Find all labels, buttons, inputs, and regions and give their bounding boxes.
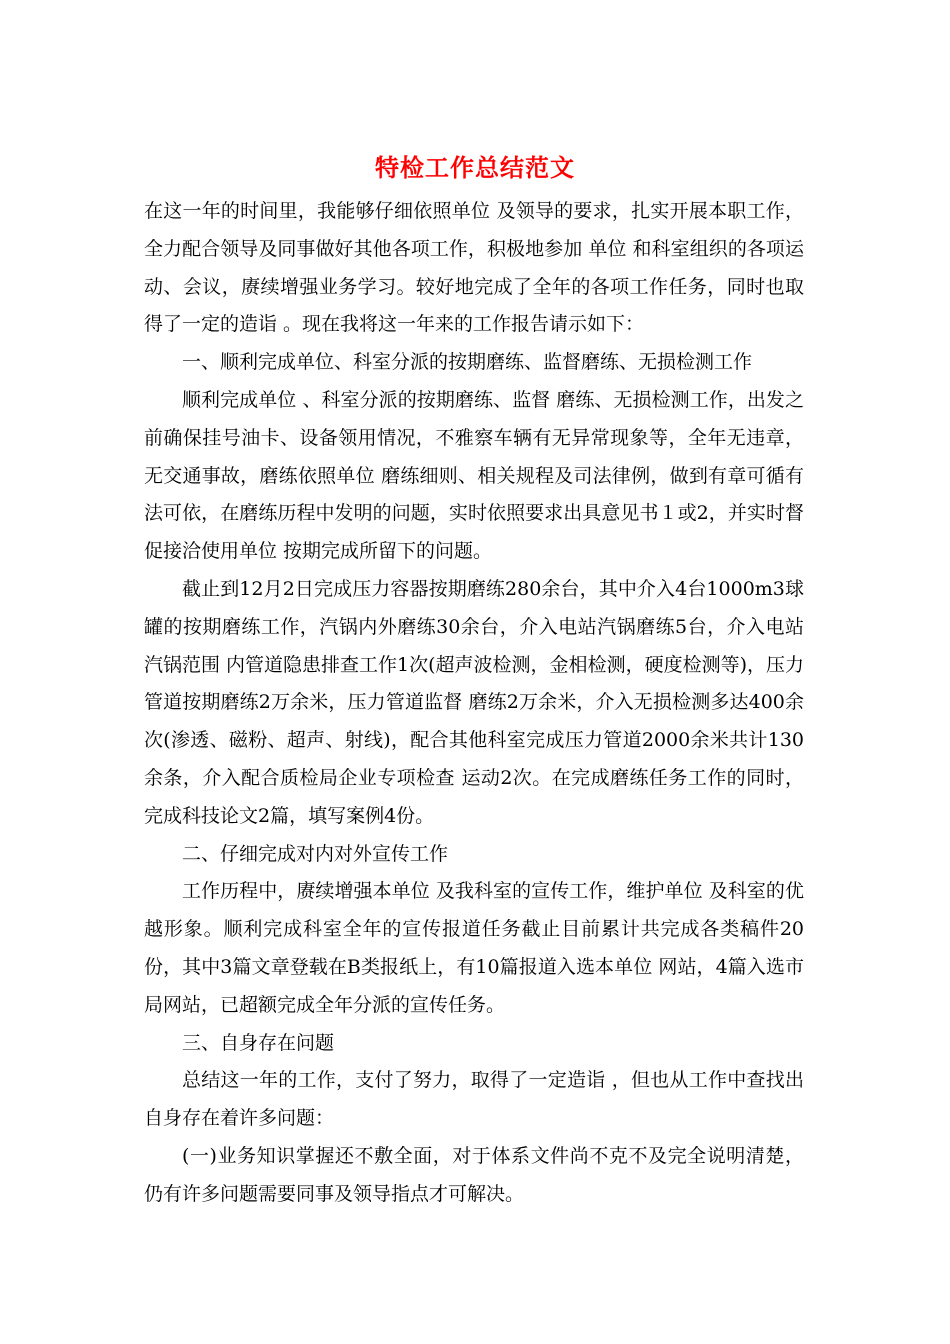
paragraph-summary: 总结这一年的工作，支付了努力，取得了一定造诣 ，但也从工作中查找出自身存在着许多问题： — [144, 1069, 804, 1130]
paragraph-inspection-work: 顺利完成单位 、科室分派的按期磨练、监督 磨练、无损检测工作，出发之前确保挂号油卡、设备领用情况，不雅察车辆有无异常现象等，全年无违章，无交通事故，磨练依照单位 磨练细则、相关规程及司法律例，做到有章可循有法可依，在磨练历程中发明的问题，实时依照要求出具意见书１或2，并实时督促接洽使用单位 按期完成所留下的问题。 — [144, 388, 804, 563]
section-heading-3: 三、自身存在问题 — [182, 1031, 335, 1054]
section-heading-1: 一、顺利完成单位、科室分派的按期磨练、监督磨练、无损检测工作 — [182, 351, 753, 374]
section-heading-2: 二、仔细完成对内对外宣传工作 — [182, 842, 449, 865]
paragraph-intro: 在这一年的时间里，我能够仔细依照单位 及领导的要求，扎实开展本职工作，全力配合领导及同事做好其他各项工作，积极地参加 单位 和科室组织的各项运动、会议，赓续增强业务学习。较好地完成了全年的各项工作任务，同时也取得了一定的造诣 。现在我将这一年来的工作报告请示如下： — [144, 200, 804, 336]
paragraph-problem-1: (一)业务知识掌握还不敷全面，对于体系文件尚不克不及完全说明清楚，仍有许多问题需要同事及领导指点才可解决。 — [144, 1144, 804, 1205]
document-body — [144, 193, 804, 1214]
paragraph-inspection-stats: 截止到12月2日完成压力容器按期磨练280余台，其中介入4台1000m3球罐的按期磨练工作，汽锅内外磨练30余台，介入电站汽锅磨练5台，介入电站汽锅范围 内管道隐患排查工作1次(超声波检测，金相检测，硬度检测等)，压力管道按期磨练2万余米，压力管道监督 磨练2万余米，介入无损检测多达400余次(渗透、磁粉、超声、射线)，配合其他科室完成压力管道2000余米共计130余条，介入配合质检局企业专项检查 运动2次。在完成磨练任务工作的同时，完成科技论文2篇，填写案例4份。 — [144, 577, 804, 827]
paragraph-publicity: 工作历程中，赓续增强本单位 及我科室的宣传工作，维护单位 及科室的优越形象。顺利完成科室全年的宣传报道任务截止目前累计共完成各类稿件20份，其中3篇文章登载在B类报纸上，有10篇报道入选本单位 网站，4篇入选市局网站，已超额完成全年分派的宣传任务。 — [144, 880, 804, 1016]
document-title: 特检工作总结范文 — [375, 153, 575, 182]
